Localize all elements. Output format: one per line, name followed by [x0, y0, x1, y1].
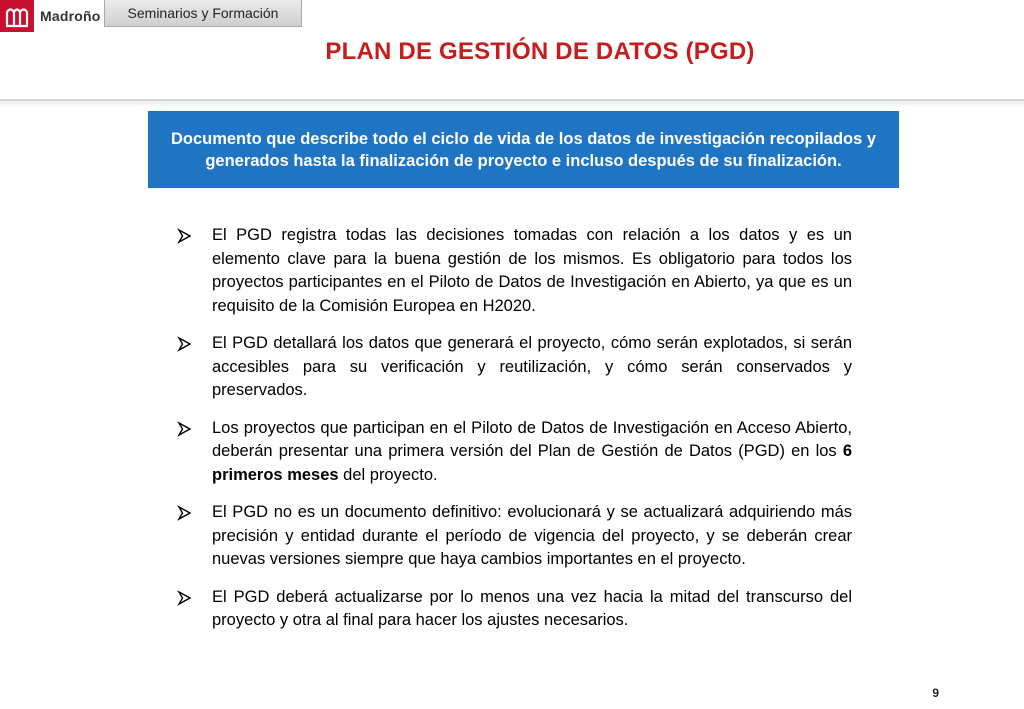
- bullet-item: [176, 224, 852, 318]
- brand-name: Madroño: [40, 8, 101, 24]
- section-tab: [104, 0, 302, 27]
- definition-text: Documento que describe todo el ciclo de vida de los datos de investigación recopilados y generados hasta la finalización de proyecto e incluso después de su finalización.: [170, 129, 877, 170]
- bullet-text: El PGD deberá actualizarse por lo menos una vez hacia la mitad del transcurso del proyecto y otra al final para hacer los ajustes necesarios.: [212, 587, 852, 629]
- arrow-bullet-icon: [176, 505, 192, 521]
- bullet-text: El PGD detallará los datos que generará el proyecto, cómo serán explotados, si serán accesibles para su verificación y reutilización, y cómo serán conservados y preservados.: [212, 334, 852, 399]
- bullet-text: [212, 419, 852, 484]
- definition-banner: [148, 111, 899, 188]
- madrono-logo: [0, 0, 101, 32]
- arrow-bullet-icon: [176, 590, 192, 606]
- bullet-text-part: del proyecto.: [338, 465, 438, 484]
- bullet-text: El PGD no es un documento definitivo: evolucionará y se actualizará adquiriendo más precisión y entidad durante el período de vigencia del proyecto, y se deberán crear nuevas versiones siempre que haya cambios importantes en el proyecto.: [212, 503, 852, 568]
- section-tab-label: Seminarios y Formación: [127, 5, 279, 21]
- bullet-text-emphasis: 6 primeros meses: [212, 442, 852, 484]
- page-number: 9: [932, 686, 939, 700]
- bullet-item: [176, 332, 852, 403]
- bullet-text: El PGD registra todas las decisiones tomadas con relación a los datos y es un elemento clave para la buena gestión de los mismos. Es obligatorio para todos los proyectos participantes en el Piloto de Datos de Investigación en Abierto, ya que es un requisito de la Comisión Europea en H2020.: [212, 226, 852, 315]
- bullet-item: [176, 417, 852, 488]
- arrow-bullet-icon: [176, 336, 192, 352]
- arrow-bullet-icon: [176, 228, 192, 244]
- bullet-list: [176, 224, 852, 647]
- bullet-item: [176, 501, 852, 572]
- madrono-logo-icon: [0, 0, 34, 32]
- arrow-bullet-icon: [176, 421, 192, 437]
- header-divider: [0, 99, 1024, 101]
- bullet-item: [176, 586, 852, 633]
- bullet-text-part: Los proyectos que participan en el Piloto de Datos de Investigación en Acceso Abierto, deberán presentar una primera versión del Plan de Gestión de Datos (PGD) en los: [212, 418, 852, 460]
- page-title: PLAN DE GESTIÓN DE DATOS (PGD): [325, 38, 755, 65]
